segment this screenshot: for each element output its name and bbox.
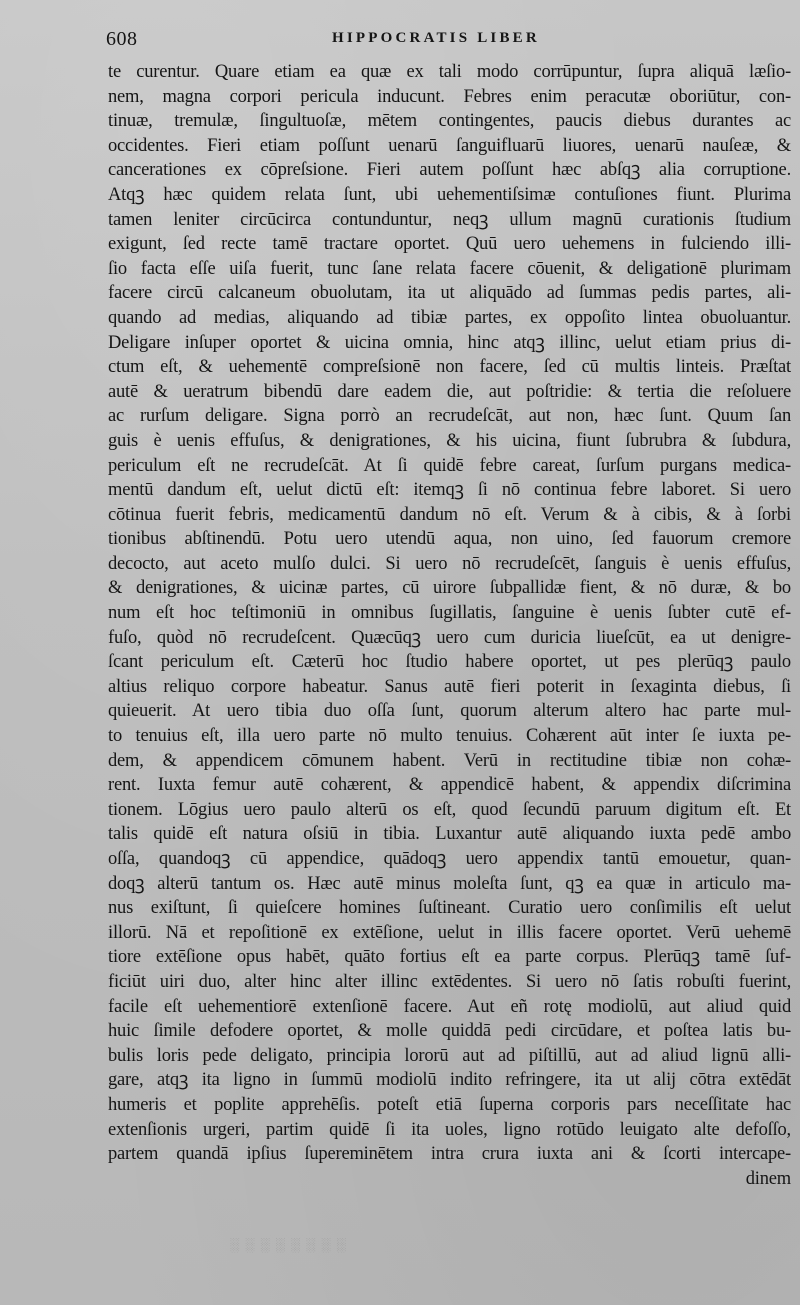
text-line: exigunt, ſed recte tamē tractare oportet. Quū uero uehemens in fulciendo illi-: [108, 234, 791, 255]
text-line: altius reliquo corpore habeatur. Sanus autē fieri poterit in ſexaginta diebus, ſi: [108, 676, 791, 697]
text-line: to tenuius eſt, illa uero parte nō multo tenuius. Cohærent aūt inter ſe iuxta pe-: [108, 726, 791, 747]
text-line: & denigrationes, & uicinæ partes, cū uirore ſubpallidæ fient, & nō duræ, & bo: [108, 578, 791, 599]
text-line: num eſt hoc teſtimoniū in omnibus ſugillatis, ſanguine è uenis ſubter cutē ef-: [108, 603, 791, 624]
text-line: periculum eſt ne recrudeſcāt. At ſi quidē febre careat, ſurſum purgans medica-: [108, 455, 791, 476]
show-through-shadow: ░░░░░░░░: [230, 1237, 352, 1252]
text-line: doqꝫ alterū tantum os. Hæc autē minus moleſta ſunt, qꝫ ea quæ in articulo ma-: [108, 873, 791, 894]
page-number: 608: [106, 28, 138, 50]
text-line: te curentur. Quare etiam ea quæ ex tali modo corrūpuntur, ſupra aliquā læſio-: [108, 62, 791, 82]
text-line: talis quidē eſt natura oſsiū in tibia. Luxantur autē aliquando iuxta pedē ambo: [108, 824, 791, 845]
catchword-line: dinem: [745, 1168, 791, 1189]
text-line: quieuerit. At uero tibia duo oſſa ſunt, quorum alterum altero hac parte mul-: [108, 701, 791, 722]
text-line: occidentes. Fieri etiam poſſunt uenarū ſanguifluarū liuores, uenarū nauſeæ, &: [108, 135, 791, 156]
text-line: oſſa, quandoqꝫ cū appendice, quādoqꝫ uero appendix tantū emouetur, quan-: [108, 849, 791, 869]
text-line: facile eſt uehementiorē extenſionē facere. Aut eñ rotę modiolū, aut aliud quid: [108, 996, 791, 1017]
text-line: autē & ueratrum bibendū dare eadem die, aut poſtridie: & tertia die reſoluere: [108, 381, 791, 402]
text-line: decocto, aut aceto mulſo dulci. Si uero nō recrudeſcēt, ſanguis è uenis effuſus,: [108, 553, 791, 574]
text-line: nem, magna corpori pericula inducunt. Febres enim peracutæ oboriūtur, con-: [108, 86, 791, 107]
text-line: ctum eſt, & uehementē compreſsionē non facere, ſed cū multis linteis. Præſtat: [108, 357, 791, 378]
text-line: fuſo, quòd nō recrudeſcent. Quæcūqꝫ uero cum duricia liueſcūt, ea ut denigre-: [108, 627, 791, 648]
text-line: guis è uenis effuſus, & denigrationes, & his uicina, fiunt ſubrubra & ſubdura,: [108, 430, 791, 451]
page-header: [106, 28, 796, 56]
text-line: cancerationes ex cōpreſsione. Fieri autem poſſunt hæc abſqꝫ alia corruptione.: [108, 160, 791, 181]
text-line: dem, & appendicem cōmunem habent. Verū in rectitudine tibiæ non cohæ-: [108, 750, 791, 771]
body-text: [108, 60, 791, 1191]
text-line: gare, atqꝫ ita ligno in ſummū modiolū indito refringere, ita ut alij cōtra extēdāt: [108, 1070, 791, 1091]
text-line: ſio facta eſſe uiſa fuerit, tunc ſane relata facere cōuenit, & deligationē plurimam: [108, 258, 791, 279]
text-line: tionem. Lōgius uero paulo alterū os eſt, quod ſecundū paruum digitum eſt. Et: [108, 799, 791, 820]
text-line: ſcant periculum eſt. Cæterū hoc ſtudio habere oportet, ut pes plerūqꝫ paulo: [108, 652, 791, 673]
text-line: Atqꝫ hæc quidem relata ſunt, ubi uehementiſsimæ contuſiones fiunt. Plurima: [108, 184, 791, 205]
text-line: rent. Iuxta femur autē cohærent, & appendicē habent, & appendix diſcrimina: [108, 775, 791, 796]
text-line: quando ad medias, aliquando ad tibiæ partes, ex oppoſito lintea obuoluantur.: [108, 307, 791, 328]
text-line: Deligare inſuper oportet & uicina omnia, hinc atqꝫ illinc, uelut etiam prius di-: [108, 332, 791, 353]
text-line: cōtinua fuerit febris, medicamentū dandum nō eſt. Verum & à cibis, & à ſorbi: [108, 504, 791, 525]
text-line: facere circū calcaneum obuolutam, ita ut aliquādo ad ſummas pedis partes, ali-: [108, 283, 791, 304]
text-line: ac rurſum deligare. Signa porrò an recrudeſcāt, aut non, hæc ſunt. Quum ſan: [108, 406, 791, 427]
text-line: huic ſimile defodere oportet, & molle quiddā pedi circūdare, et poſtea latis bu-: [108, 1021, 791, 1042]
running-head: HIPPOCRATIS LIBER: [332, 30, 540, 46]
text-line: ficiūt uiri duo, alter hinc alter illinc extēdentes. Si uero nō ſatis robuſti fuerint,: [108, 971, 791, 992]
text-line: illorū. Nā et repoſitionē ex extēſione, uelut in illis facere oportet. Verū uehemē: [108, 922, 791, 943]
text-line: nus exiſtunt, ſi quieſcere homines ſuſtineant. Curatio uero conſimilis eſt uelut: [108, 898, 791, 919]
text-line: tamen leniter circūcirca contunduntur, neqꝫ ullum magnū curationis ſtudium: [108, 209, 791, 230]
text-line: extenſionis urgeri, partim quidē ſi ita uoles, ligno rotūdo leuigato alte defoſſo,: [108, 1119, 791, 1140]
text-line: tionibus abſtinendū. Potu uero utendū aqua, non uino, ſed fauorum cremore: [108, 529, 791, 550]
text-line: humeris et poplite apprehēſis. poteſt etiā ſuperna corporis pars neceſſitate hac: [108, 1094, 791, 1115]
text-line: partem quandā ipſius ſupereminētem intra crura iuxta ani & ſcorti intercape-: [108, 1144, 791, 1165]
text-line: mentū dandum eſt, uelut dictū eſt: itemqꝫ ſi nō continua febre laboret. Si uero: [108, 480, 791, 501]
text-line: bulis loris pede deligato, principia lororū aut ad piſtillū, aut ad aliud lignū alli-: [108, 1045, 791, 1066]
text-line: tiore extēſione opus habēt, quāto fortius eſt ea parte corpus. Plerūqꝫ tamē ſuf-: [108, 947, 791, 968]
text-line: tinuæ, tremulæ, ſingultuoſæ, mētem contingentes, paucis diebus durantes ac: [108, 111, 791, 132]
